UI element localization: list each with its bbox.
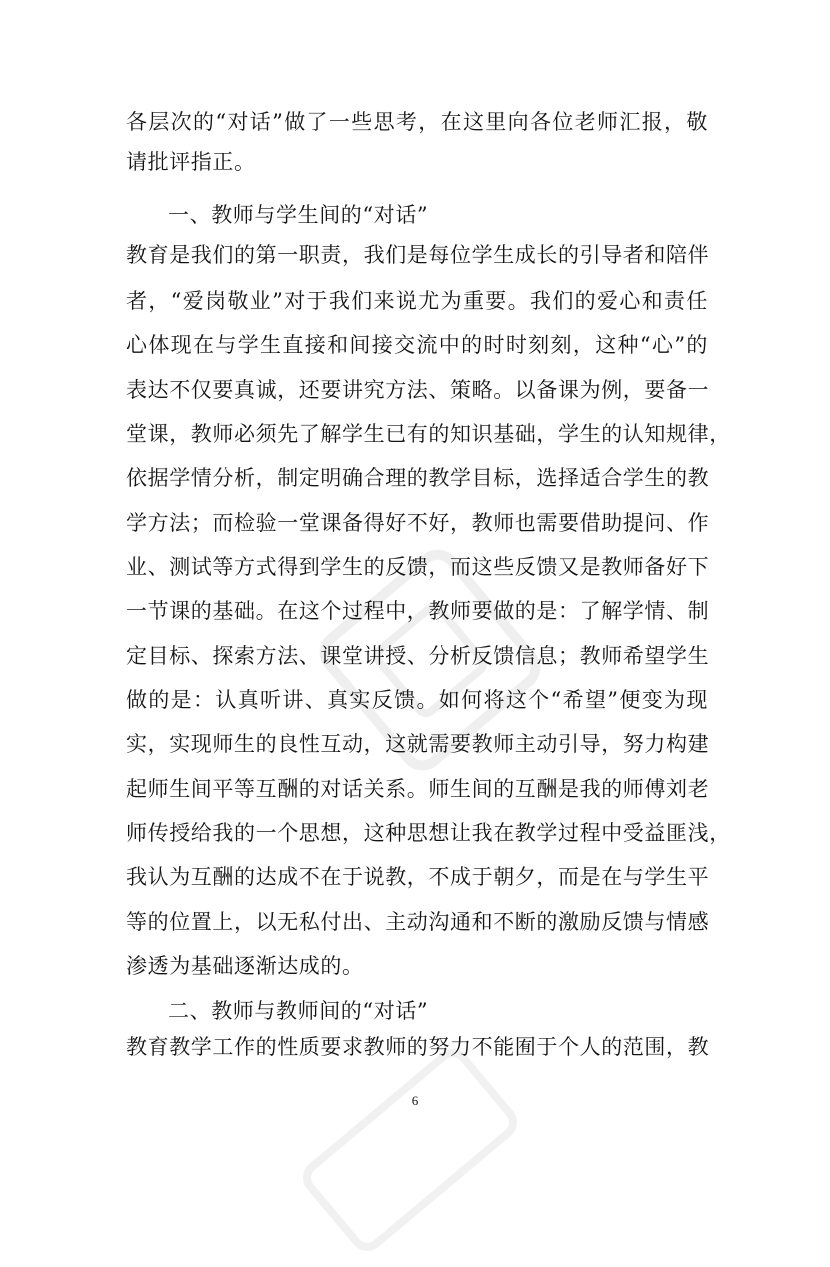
- paragraph-line: 依据学情分析，制定明确合理的教学目标，选择适合学生的教: [126, 466, 710, 490]
- paragraph-line: 一节课的基础。在这个过程中，教师要做的是：了解学情、制: [126, 599, 710, 623]
- paragraph-line: 起师生间平等互酬的对话关系。师生间的互酬是我的师傅刘老: [126, 777, 710, 801]
- paragraph-line: 实，实现师生的良性互动，这就需要教师主动引导，努力构建: [126, 732, 710, 756]
- paragraph-line: 各层次的“对话”做了一些思考，在这里向各位老师汇报，敬: [126, 110, 708, 134]
- paragraph-line: 教育是我们的第一职责，我们是每位学生成长的引导者和陪伴: [126, 243, 710, 267]
- page-number: 6: [411, 1093, 419, 1108]
- paragraph-line: 等的位置上，以无私付出、主动沟通和不断的激励反馈与情感: [126, 910, 710, 934]
- section-heading-1: 一、教师与学生间的“对话”: [168, 203, 429, 227]
- paragraph-line: 堂课，教师必须先了解学生已有的知识基础，学生的认知规律，: [126, 422, 731, 446]
- paragraph-line: 学方法；而检验一堂课备得好不好，教师也需要借助提问、作: [126, 511, 710, 535]
- paragraph-line: 教育教学工作的性质要求教师的努力不能囿于个人的范围，教: [126, 1035, 710, 1059]
- paragraph-line: 我认为互酬的达成不在于说教，不成于朝夕，而是在与学生平: [126, 865, 710, 889]
- paragraph-line: 业、测试等方式得到学生的反馈，而这些反馈又是教师备好下: [126, 555, 710, 579]
- paragraph-line: 心体现在与学生直接和间接交流中的时时刻刻，这种“心”的: [126, 333, 708, 357]
- paragraph-line: 者，“爱岗敬业”对于我们来说尤为重要。我们的爱心和责任: [126, 289, 708, 313]
- section-heading-2: 二、教师与教师间的“对话”: [168, 999, 429, 1023]
- paragraph-line: 师传授给我的一个思想，这种思想让我在教学过程中受益匪浅，: [126, 821, 731, 845]
- paragraph-line: 表达不仅要真诚，还要讲究方法、策略。以备课为例，要备一: [126, 378, 710, 402]
- watermark-bottom-icon: [287, 1033, 533, 1266]
- paragraph-line: 做的是：认真听讲、真实反馈。如何将这个“希望”便变为现: [126, 688, 708, 712]
- paragraph-line: 请批评指正。: [126, 150, 256, 174]
- paragraph-line: 定目标、探索方法、课堂讲授、分析反馈信息；教师希望学生: [126, 644, 710, 668]
- paragraph-line: 渗透为基础逐渐达成的。: [126, 954, 364, 978]
